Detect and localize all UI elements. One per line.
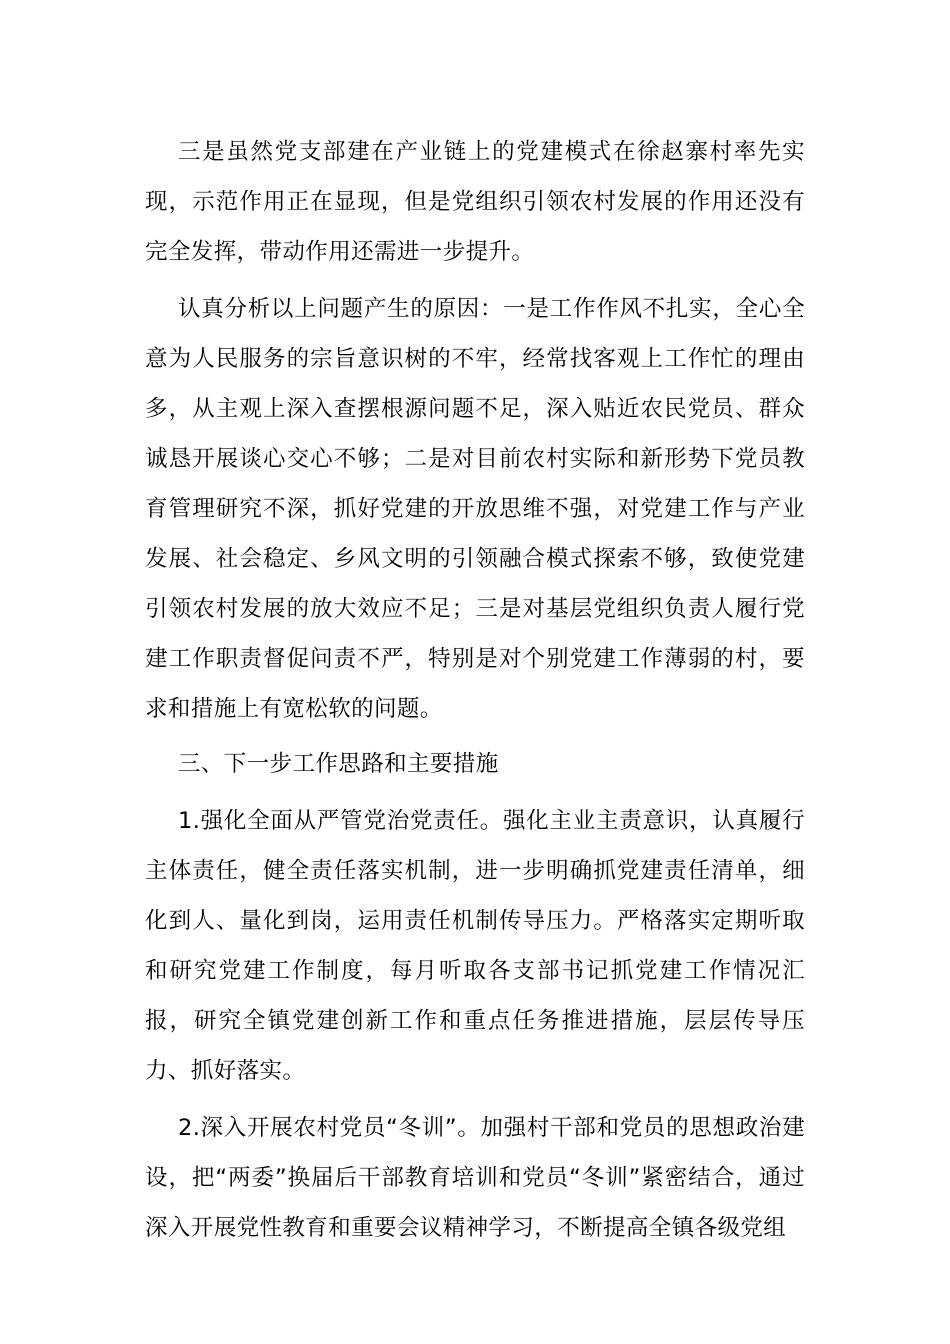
paragraph-measure-two: 2.深入开展农村党员“冬训”。加强村干部和党员的思想政治建设，把“两委”换届后干部教育培训和党员“冬训”紧密结合，通过深入开展党性教育和重要会议精神学习，不断提高全镇各级党组 <box>145 1115 805 1241</box>
section-heading-next-steps: 三、下一步工作思路和主要措施 <box>178 751 499 777</box>
paragraph-cause-analysis: 认真分析以上问题产生的原因：一是工作作风不扎实，全心全意为人民服务的宗旨意识树的不牢，经常找客观上工作忙的理由多，从主观上深入查摆根源问题不足，深入贴近农民党员、群众诚恳开展谈心交心不够；二是对目前农村实际和新形势下党员教育管理研究不深，抓好党建的开放思维不强，对党建工作与产业发展、社会稳定、乡风文明的引领融合模式探索不够，致使党建引领农村发展的放大效应不足；三是对基层党组织负责人履行党建工作职责督促问责不严，特别是对个别党建工作薄弱的村，要求和措施上有宽松软的问题。 <box>145 296 805 722</box>
document-body <box>145 127 805 1253</box>
paragraph-measure-one: 1.强化全面从严管党治党责任。强化主业主责意识，认真履行主体责任，健全责任落实机制，进一步明确抓党建责任清单，细化到人、量化到岗，运用责任机制传导压力。严格落实定期听取和研究党建工作制度，每月听取各支部书记抓党建工作情况汇报，研究全镇党建创新工作和重点任务推进措施，层层传导压力、抓好落实。 <box>145 808 805 1084</box>
paragraph-problem-three: 三是虽然党支部建在产业链上的党建模式在徐赵寨村率先实现，示范作用正在显现，但是党组织引领农村发展的作用还没有完全发挥，带动作用还需进一步提升。 <box>145 139 805 265</box>
